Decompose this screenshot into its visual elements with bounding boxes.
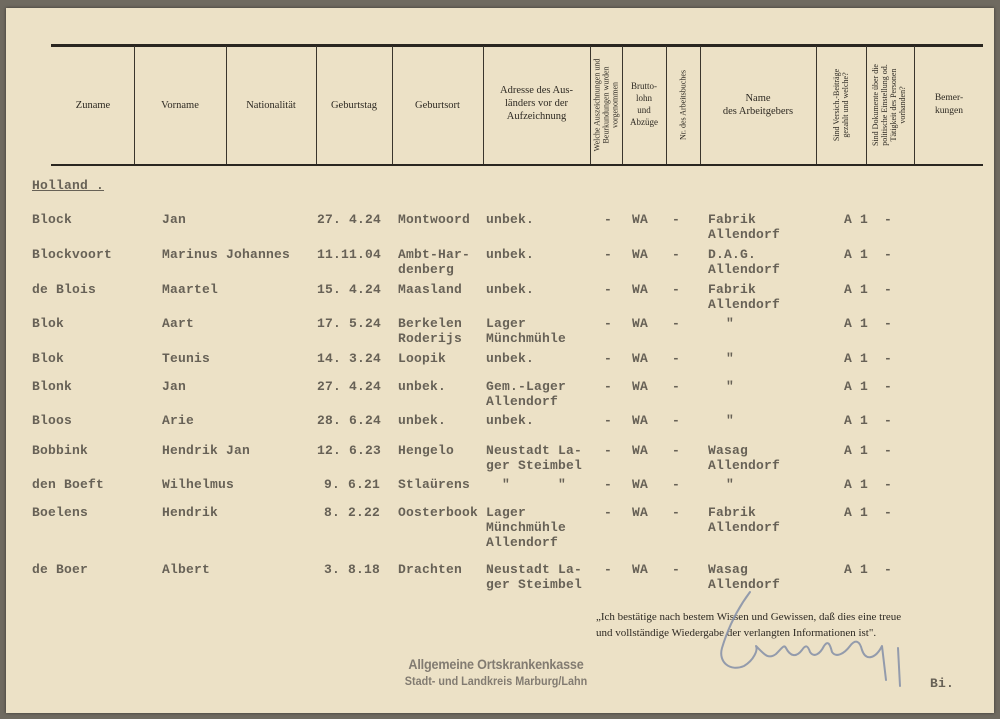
signature: [710, 588, 910, 698]
header-versicherung-line: gezahlt und welche?: [841, 72, 850, 138]
cell-auszeichnungen: -: [604, 282, 613, 297]
header-nationalitaet: Nationalität: [246, 100, 296, 111]
cell-brutto: WA: [632, 316, 649, 331]
header-versicherung-line: Sind Versich.-Beiträge: [832, 68, 841, 142]
cell-auszeichnungen: -: [604, 212, 613, 227]
cell-versicherung: A 1: [844, 413, 869, 428]
cell-geburtstag: 17. 5.24: [317, 316, 382, 331]
header-adresse: [483, 84, 590, 123]
cell-brutto: WA: [632, 247, 649, 262]
cell-vorname: Marinus Johannes: [162, 247, 291, 262]
cell-brutto: WA: [632, 379, 649, 394]
header-geburtsort: Geburtsort: [415, 100, 460, 111]
cell-vorname: Wilhelmus: [162, 477, 235, 492]
institution-stamp: [386, 656, 606, 688]
cell-zuname: Blockvoort: [32, 247, 113, 262]
cell-arbeitsbuch: -: [672, 562, 681, 577]
stamp-line: Stadt- und Landkreis Marburg/Lahn: [404, 674, 588, 688]
cell-versicherung: A 1: [844, 247, 869, 262]
cell-adresse: unbek.: [486, 212, 535, 227]
cell-versicherung: A 1: [844, 505, 869, 520]
cell-geburtstag: 11.11.04: [317, 247, 382, 262]
cell-arbeitgeber: Wasag Allendorf: [708, 443, 781, 473]
cell-arbeitsbuch: -: [672, 379, 681, 394]
cell-zuname: Blonk: [32, 379, 73, 394]
cell-geburtsort: Drachten: [398, 562, 463, 577]
cell-adresse: Lager Münchmühle: [486, 316, 567, 346]
cell-geburtstag: 9. 6.21: [324, 477, 381, 492]
cell-versicherung: A 1: [844, 379, 869, 394]
cell-arbeitgeber: ": [726, 477, 735, 492]
cell-geburtstag: 3. 8.18: [324, 562, 381, 577]
cell-adresse: unbek.: [486, 247, 535, 262]
cell-arbeitsbuch: -: [672, 505, 681, 520]
cell-dokumente: -: [884, 413, 893, 428]
cell-adresse: Neustadt La- ger Steimbel: [486, 443, 583, 473]
header-bottom-rule: [51, 164, 983, 166]
cell-arbeitsbuch: -: [672, 282, 681, 297]
cell-brutto: WA: [632, 351, 649, 366]
cell-dokumente: -: [884, 247, 893, 262]
header-arbeitgeber-line: Name: [745, 93, 771, 104]
cell-zuname: Bobbink: [32, 443, 89, 458]
cell-geburtstag: 12. 6.23: [317, 443, 382, 458]
cell-versicherung: A 1: [844, 212, 869, 227]
document-card: [6, 8, 994, 713]
cell-arbeitgeber: ": [726, 413, 735, 428]
cell-geburtsort: Ambt-Har- denberg: [398, 247, 471, 277]
cell-vorname: Maartel: [162, 282, 219, 297]
header-arbeitgeber-line: des Arbeitgebers: [722, 106, 794, 117]
header-auszeichnungen: [594, 48, 618, 162]
cell-geburtstag: 14. 3.24: [317, 351, 382, 366]
cell-geburtsort: Maasland: [398, 282, 463, 297]
header-zuname: Zuname: [75, 100, 111, 111]
cell-geburtsort: Montwoord: [398, 212, 471, 227]
cell-brutto: WA: [632, 477, 649, 492]
header-vorname: Vorname: [161, 100, 199, 111]
cell-geburtsort: Hengelo: [398, 443, 455, 458]
stamp-line: Allgemeine Ortskrankenkasse: [408, 656, 584, 672]
cell-versicherung: A 1: [844, 282, 869, 297]
cell-adresse: unbek.: [486, 282, 535, 297]
cell-auszeichnungen: -: [604, 562, 613, 577]
cell-geburtstag: 15. 4.24: [317, 282, 382, 297]
cell-arbeitsbuch: -: [672, 316, 681, 331]
cell-zuname: Block: [32, 212, 73, 227]
header-versicherung-text: [832, 49, 850, 161]
cell-adresse: unbek.: [486, 413, 535, 428]
header-adresse-line: Aufzeichnung: [506, 111, 567, 122]
cell-dokumente: -: [884, 212, 893, 227]
cell-versicherung: A 1: [844, 316, 869, 331]
header-dokumente: [871, 48, 907, 162]
cell-auszeichnungen: -: [604, 477, 613, 492]
cell-geburtsort: unbek.: [398, 379, 447, 394]
cell-arbeitgeber: Fabrik Allendorf: [708, 212, 781, 242]
cell-arbeitgeber: ": [726, 316, 735, 331]
cell-zuname: Bloos: [32, 413, 73, 428]
cell-auszeichnungen: -: [604, 379, 613, 394]
cell-vorname: Jan: [162, 379, 187, 394]
cell-adresse: Lager Münchmühle Allendorf: [486, 505, 567, 550]
cell-dokumente: -: [884, 562, 893, 577]
cell-vorname: Albert: [162, 562, 211, 577]
cell-vorname: Hendrik: [162, 505, 219, 520]
cell-vorname: Aart: [162, 316, 195, 331]
header-versicherung: [829, 48, 853, 162]
cell-dokumente: -: [884, 351, 893, 366]
cell-adresse: unbek.: [486, 351, 535, 366]
page-mark: Bi.: [930, 676, 955, 691]
cell-adresse: " ": [502, 477, 567, 492]
cell-arbeitsbuch: -: [672, 212, 681, 227]
cell-vorname: Teunis: [162, 351, 211, 366]
header-adresse-line: Adresse des Aus-: [500, 85, 573, 96]
header-dokumente-text: Sind Dokumente über die politische Einstellung od. Tätigkeit des Personen vorhanden?: [871, 64, 907, 146]
header-adresse-line: länders vor der: [505, 98, 568, 109]
header-brutto-line: und: [637, 105, 651, 115]
section-label: Holland .: [32, 178, 105, 193]
cell-arbeitsbuch: -: [672, 413, 681, 428]
cell-adresse: Gem.-Lager Allendorf: [486, 379, 567, 409]
cell-zuname: de Boer: [32, 562, 89, 577]
header-top-rule: [51, 44, 983, 47]
cell-zuname: de Blois: [32, 282, 97, 297]
cell-zuname: Boelens: [32, 505, 89, 520]
column-divider: [816, 46, 817, 164]
cell-brutto: WA: [632, 413, 649, 428]
cell-vorname: Arie: [162, 413, 195, 428]
cell-auszeichnungen: -: [604, 413, 613, 428]
header-geburtstag: Geburtstag: [330, 100, 378, 111]
cell-arbeitsbuch: -: [672, 443, 681, 458]
cell-brutto: WA: [632, 443, 649, 458]
cell-geburtsort: Loopik: [398, 351, 447, 366]
column-divider: [866, 46, 867, 164]
cell-versicherung: A 1: [844, 351, 869, 366]
cell-dokumente: -: [884, 505, 893, 520]
cell-dokumente: -: [884, 443, 893, 458]
cell-dokumente: -: [884, 379, 893, 394]
header-auszeichnungen-text: Welche Auszeichnungen und Beurkundungen wurden vorgenommen: [592, 58, 620, 152]
cell-dokumente: -: [884, 477, 893, 492]
cell-arbeitgeber: D.A.G. Allendorf: [708, 247, 781, 277]
cell-versicherung: A 1: [844, 477, 869, 492]
header-brutto-line: lohn: [635, 93, 652, 103]
cell-auszeichnungen: -: [604, 505, 613, 520]
cell-dokumente: -: [884, 282, 893, 297]
cell-versicherung: A 1: [844, 443, 869, 458]
cell-zuname: Blok: [32, 351, 65, 366]
cell-versicherung: A 1: [844, 562, 869, 577]
confirmation-line: und vollständige Wiedergabe der verlangten Informationen ist".: [596, 627, 877, 639]
cell-arbeitsbuch: -: [672, 351, 681, 366]
cell-dokumente: -: [884, 316, 893, 331]
cell-geburtsort: Stlaürens: [398, 477, 471, 492]
cell-geburtstag: 27. 4.24: [317, 212, 382, 227]
cell-geburtsort: unbek.: [398, 413, 447, 428]
cell-geburtsort: Oosterbook: [398, 505, 479, 520]
header-bemerkungen-line: Bemer-: [934, 93, 964, 103]
header-arbeitgeber: [700, 92, 816, 118]
header-arbeitsbuch-text: Nr. des Arbeitsbuches: [678, 70, 688, 140]
cell-arbeitsbuch: -: [672, 247, 681, 262]
cell-geburtstag: 28. 6.24: [317, 413, 382, 428]
cell-brutto: WA: [632, 212, 649, 227]
cell-arbeitgeber: ": [726, 379, 735, 394]
column-divider: [590, 46, 591, 164]
header-bemerkungen: [914, 92, 984, 118]
column-divider: [666, 46, 667, 164]
header-bemerkungen-line: kungen: [935, 106, 963, 116]
cell-geburtsort: Berkelen Roderijs: [398, 316, 463, 346]
cell-arbeitgeber: Fabrik Allendorf: [708, 282, 781, 312]
cell-brutto: WA: [632, 282, 649, 297]
cell-auszeichnungen: -: [604, 443, 613, 458]
confirmation-line: „Ich bestätige nach bestem Wissen und Gewissen, daß dies eine treue: [596, 611, 902, 623]
header-brutto-line: Brutto-: [631, 81, 657, 91]
cell-brutto: WA: [632, 562, 649, 577]
cell-vorname: Jan: [162, 212, 187, 227]
cell-auszeichnungen: -: [604, 247, 613, 262]
cell-arbeitsbuch: -: [672, 477, 681, 492]
cell-auszeichnungen: -: [604, 316, 613, 331]
cell-arbeitgeber: Fabrik Allendorf: [708, 505, 781, 535]
header-brutto: [622, 80, 666, 128]
header-brutto-line: Abzüge: [630, 117, 658, 127]
cell-zuname: den Boeft: [32, 477, 105, 492]
cell-zuname: Blok: [32, 316, 65, 331]
cell-adresse: Neustadt La- ger Steimbel: [486, 562, 583, 592]
cell-geburtstag: 27. 4.24: [317, 379, 382, 394]
cell-arbeitgeber: ": [726, 351, 735, 366]
cell-auszeichnungen: -: [604, 351, 613, 366]
cell-brutto: WA: [632, 505, 649, 520]
header-arbeitsbuch: [671, 48, 695, 162]
cell-geburtstag: 8. 2.22: [324, 505, 381, 520]
cell-arbeitgeber: Wasag Allendorf: [708, 562, 781, 592]
cell-vorname: Hendrik Jan: [162, 443, 251, 458]
